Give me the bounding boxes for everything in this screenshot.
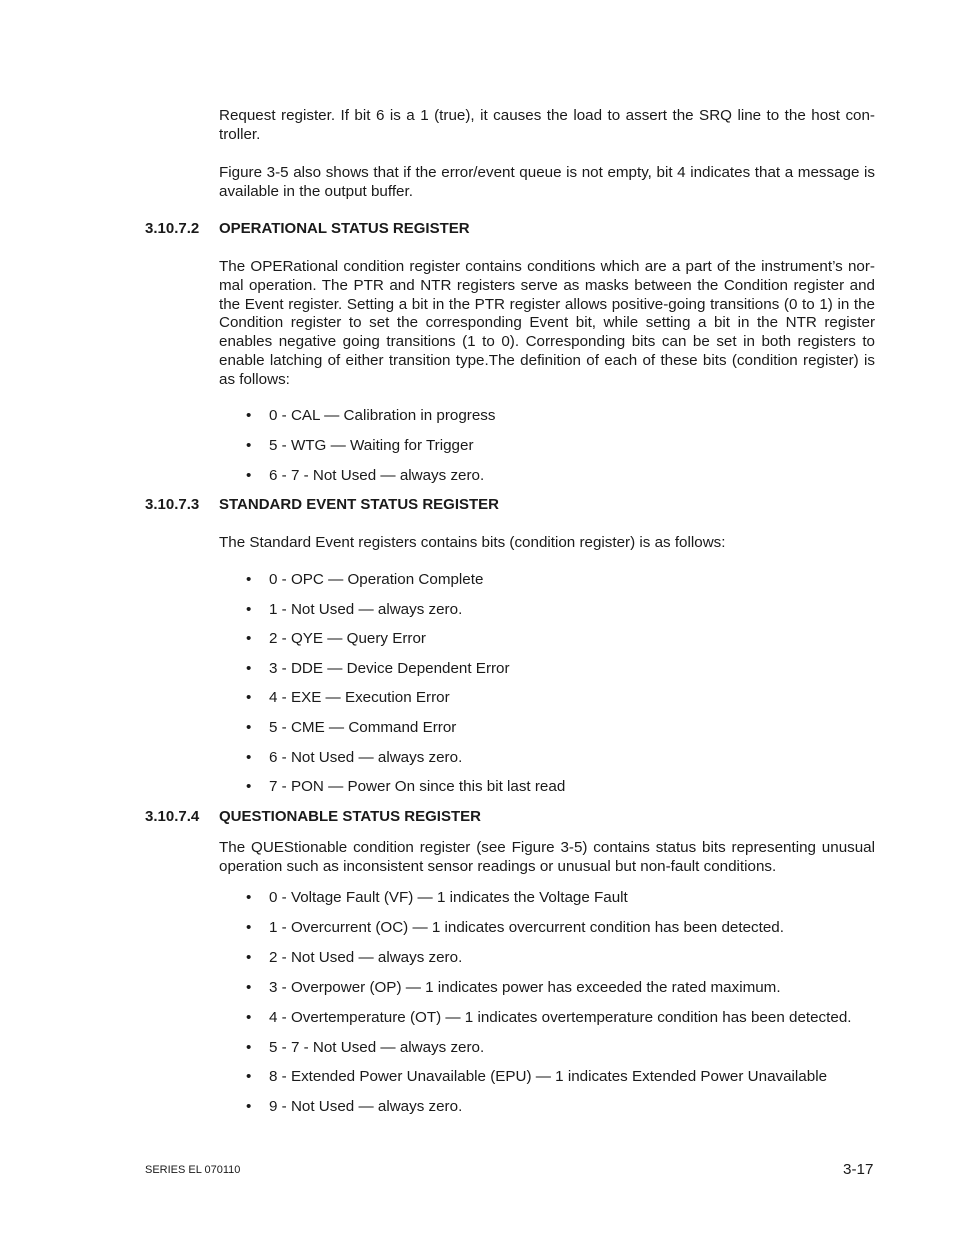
- footer-series-label: SERIES EL 070110: [145, 1164, 241, 1176]
- bullet-icon: •: [246, 1008, 252, 1026]
- bullet-text: 4 - EXE — Execution Error: [269, 689, 450, 707]
- bullet-icon: •: [246, 571, 252, 588]
- paragraph-request-register: Request register. If bit 6 is a 1 (true), it causes the load to assert the SRQ line to the host con-troller.: [219, 107, 875, 143]
- bullet-icon: •: [246, 719, 252, 736]
- section-title: QUESTIONABLE STATUS REGISTER: [219, 808, 481, 825]
- bullet-item: [246, 1009, 851, 1027]
- bullet-item: [246, 749, 462, 767]
- bullet-text: 5 - 7 - Not Used — always zero.: [269, 1038, 485, 1056]
- bullet-text: 6 - Not Used — always zero.: [269, 748, 463, 766]
- section-number: 3.10.7.3: [145, 496, 200, 513]
- bullet-item: [246, 689, 450, 707]
- bullet-icon: •: [246, 778, 252, 796]
- bullet-text: 0 - CAL — Calibration in progress: [269, 407, 496, 424]
- bullet-icon: •: [246, 889, 252, 906]
- bullet-text: 1 - Overcurrent (OC) — 1 indicates overcurrent condition has been detected.: [269, 918, 784, 936]
- bullet-text: 9 - Not Used — always zero.: [269, 1098, 463, 1116]
- paragraph-standard-event-description: The Standard Event registers contains bits (condition register) is as follows:: [219, 534, 726, 551]
- paragraph-operational-description: The OPERational condition register contains conditions which are a part of the instrument’s nor-mal operation. The PTR and NTR registers serve as masks between the Condition register and the Event register. Setting a bit in the PTR register allows positive-going transitions (0 to 1) in the Condition register to set the corresponding Event bit, while setting a bit in the NTR register enables negative going transitions (1 to 0). Corresponding bits can be set in both registers to enable latching of either transition type.The definition of each of these bits (condition register) is as follows:: [219, 258, 875, 388]
- bullet-icon: •: [246, 1098, 252, 1116]
- bullet-text: 5 - WTG — Waiting for Trigger: [269, 437, 474, 454]
- bullet-item: [246, 889, 628, 907]
- bullet-text: 6 - 7 - Not Used — always zero.: [269, 467, 485, 484]
- bullet-icon: •: [246, 948, 252, 966]
- bullet-text: 7 - PON — Power On since this bit last read: [269, 778, 566, 796]
- bullet-item: [246, 919, 784, 937]
- bullet-item: [246, 660, 510, 678]
- section-heading-standard-event: [145, 496, 499, 514]
- section-title: OPERATIONAL STATUS REGISTER: [219, 220, 470, 237]
- bullet-text: 0 - OPC — Operation Complete: [269, 571, 484, 588]
- bullet-text: 5 - CME — Command Error: [269, 719, 457, 736]
- bullet-item: [246, 949, 462, 967]
- footer-page-number: 3-17: [843, 1161, 874, 1178]
- bullet-text: 2 - Not Used — always zero.: [269, 948, 463, 966]
- bullet-text: 0 - Voltage Fault (VF) — 1 indicates the Voltage Fault: [269, 889, 628, 906]
- bullet-icon: •: [246, 978, 252, 996]
- bullet-icon: •: [246, 748, 252, 766]
- bullet-text: 4 - Overtemperature (OT) — 1 indicates overtemperature condition has been detected.: [269, 1008, 852, 1026]
- paragraph-error-queue: Figure 3-5 also shows that if the error/event queue is not empty, bit 4 indicates that a message is available in the output buffer.: [219, 164, 875, 200]
- bullet-item: [246, 601, 462, 619]
- section-heading-questionable: [145, 808, 481, 826]
- bullet-item: [246, 571, 483, 589]
- bullet-icon: •: [246, 689, 252, 707]
- bullet-item: [246, 467, 484, 485]
- bullet-item: [246, 407, 496, 425]
- section-number: 3.10.7.4: [145, 808, 200, 825]
- bullet-icon: •: [246, 630, 252, 648]
- bullet-item: [246, 778, 565, 796]
- bullet-icon: •: [246, 1068, 252, 1086]
- bullet-icon: •: [246, 1038, 252, 1056]
- bullet-icon: •: [246, 659, 252, 677]
- bullet-icon: •: [246, 918, 252, 936]
- section-number: 3.10.7.2: [145, 220, 200, 237]
- bullet-item: [246, 979, 781, 997]
- bullet-item: [246, 1039, 484, 1057]
- bullet-icon: •: [246, 407, 252, 424]
- bullet-item: [246, 1068, 827, 1086]
- section-title: STANDARD EVENT STATUS REGISTER: [219, 496, 500, 513]
- bullet-item: [246, 437, 474, 455]
- bullet-text: 2 - QYE — Query Error: [269, 630, 426, 648]
- bullet-item: [246, 1098, 462, 1116]
- bullet-icon: •: [246, 467, 252, 484]
- bullet-text: 8 - Extended Power Unavailable (EPU) — 1 indicates Extended Power Unavailable: [269, 1068, 828, 1086]
- bullet-text: 3 - Overpower (OP) — 1 indicates power has exceeded the rated maximum.: [269, 978, 781, 996]
- bullet-icon: •: [246, 437, 252, 454]
- bullet-text: 3 - DDE — Device Dependent Error: [269, 659, 510, 677]
- paragraph-questionable-description: The QUEStionable condition register (see Figure 3-5) contains status bits representing unusual operation such as inconsistent sensor readings or unusual but non-fault conditions.: [219, 839, 875, 875]
- bullet-icon: •: [246, 600, 252, 618]
- bullet-item: [246, 630, 426, 648]
- section-heading-operational: [145, 220, 470, 238]
- bullet-item: [246, 719, 456, 737]
- bullet-text: 1 - Not Used — always zero.: [269, 600, 463, 618]
